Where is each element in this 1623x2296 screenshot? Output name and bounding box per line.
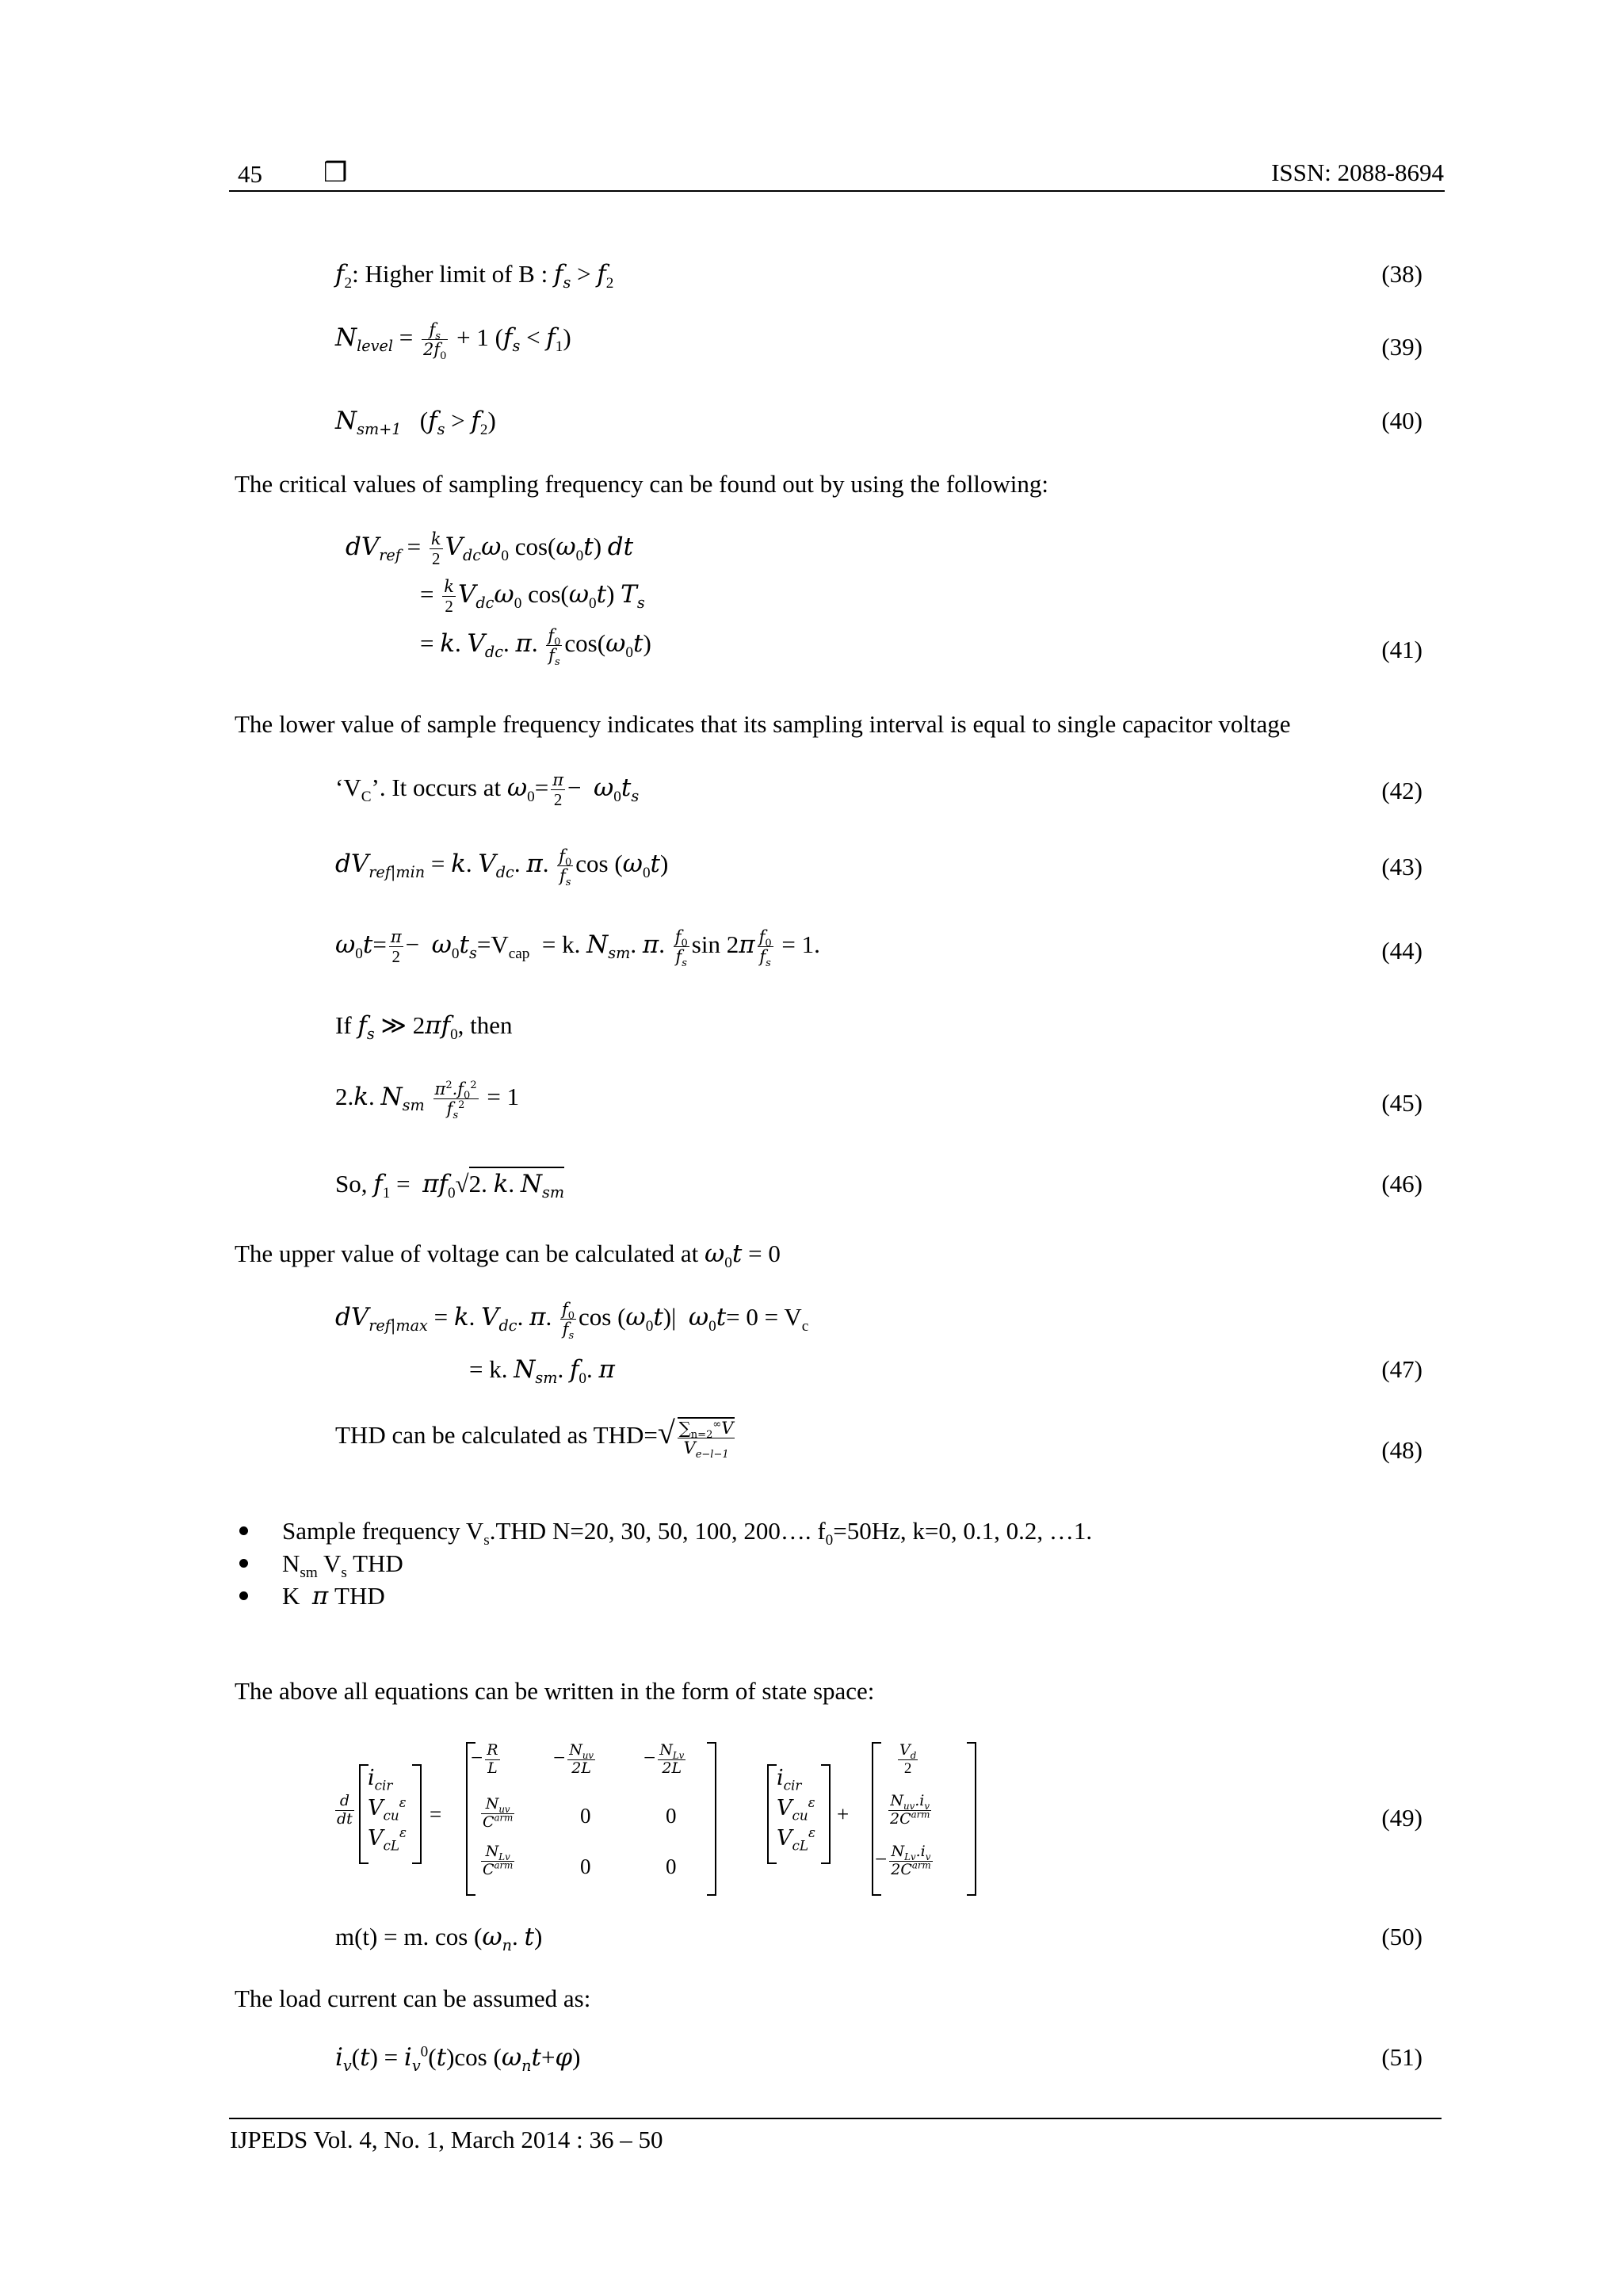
equation-number: (43) bbox=[1381, 853, 1423, 881]
paragraph: The critical values of sampling frequency can be found out by using the following: bbox=[235, 470, 1049, 498]
footer-rule bbox=[229, 2118, 1442, 2119]
equation-48: THD can be calculated as THD=√ $\frac{\sum_{n=2}^\infty V}{V_{e-l-1}}$ (48) bbox=[335, 1415, 1423, 1464]
equation-number: (50) bbox=[1381, 1923, 1423, 1950]
equation-41-line-3: = k. $V_{dc}$. π. $\frac{f_0}{f_s}$ $\cos(\omega_0t)$ (41) bbox=[420, 626, 1423, 669]
equation-number: (40) bbox=[1381, 407, 1423, 434]
equation-number: (45) bbox=[1381, 1089, 1423, 1117]
equation-number: (41) bbox=[1381, 636, 1423, 663]
equation-number: (44) bbox=[1381, 937, 1423, 965]
footer-journal: IJPEDS Vol. 4, No. 1, March 2014 : 36 – 50 bbox=[230, 2126, 663, 2153]
paragraph: The load current can be assumed as: bbox=[235, 1985, 591, 2012]
equation-46: So, $f_1 = \pi f_0√2$. k. $N_{sm}$ (46) bbox=[335, 1171, 1423, 1203]
equation-number: (49) bbox=[1381, 1804, 1423, 1832]
bullet-icon bbox=[239, 1591, 248, 1600]
equation-42: ‘$V_C$’. It occurs at $\omega_0=$ $\frac{\pi}{2}$ − $\omega_0t_s$ (42) bbox=[335, 770, 1423, 810]
equation-number: (42) bbox=[1381, 777, 1423, 804]
equation-41-line-1: $dV_{ref}$ = $\frac{k}{2}$ $V_{dc}\omega_0$ $\cos(\omega_0t)$ dt bbox=[346, 529, 634, 569]
condition-line: If $f_s$ ≫ $2\pi f_0$, then bbox=[335, 1011, 513, 1044]
list-item: Sample frequency $V_s.THD$ N=20, 30, 50, 100, 200…. $f_0=50Hz$, k=0, 0.1, 0.2, …1. bbox=[282, 1517, 1093, 1549]
list-item: K π THD bbox=[282, 1582, 385, 1610]
equation-50: m(t) = m. $\cos (\omega_n$. t) (50) bbox=[335, 1923, 1423, 1955]
equation-number: (38) bbox=[1381, 260, 1423, 288]
paragraph: The upper value of voltage can be calculated at $\omega_0t = 0$ bbox=[235, 1240, 781, 1272]
equation-47-line-2: = k. $N_{sm}$. $f_0$. π (47) bbox=[469, 1355, 1423, 1388]
equation-number: (46) bbox=[1381, 1170, 1423, 1198]
equation-45: 2.k. $N_{sm}$ $\frac{\pi^2.f_0^2}{f_s^2}$ = 1 (45) bbox=[335, 1079, 1423, 1122]
bullet-icon bbox=[239, 1526, 248, 1535]
equation-number: (47) bbox=[1381, 1355, 1423, 1383]
issn: ISSN: 2088-8694 bbox=[1271, 159, 1444, 186]
bullet-icon bbox=[239, 1559, 248, 1568]
paragraph: The lower value of sample frequency indicates that its sampling interval is equal to single capacitor voltage bbox=[235, 710, 1291, 738]
equation-41-line-2: = $\frac{k}{2}$ $V_{dc}\omega_0$ $\cos(\omega_0t)$ $T_s$ bbox=[420, 577, 645, 617]
page-number: 45 bbox=[238, 160, 262, 188]
equation-38: $f_2$: Higher limit of B : $f_s > f_2$ (38) bbox=[335, 260, 1423, 292]
equation-number: (39) bbox=[1381, 333, 1423, 361]
equation-number: (51) bbox=[1381, 2043, 1423, 2071]
equation-47-line-1: $dV_{ref|max} = k$. $V_{dc}$. π. $\frac{f_0}{f_s}$ $\cos (\omega_0t)|$ $\omega_0t= 0 = V_c$ bbox=[335, 1300, 809, 1343]
equation-39: $N_{level}$ = $\frac{f_s}{2f_0}$ + 1 $(f_s < f_1)$ (39) bbox=[335, 320, 1423, 363]
equation-43: $dV_{ref|min} = k$. $V_{dc}$. π. $\frac{f_0}{f_s}$ $\cos (\omega_0t)$ (43) bbox=[335, 846, 1423, 889]
equation-44: $\omega_0t=$ $\frac{\pi}{2}$ − $\omega_0t_s=V_{cap} = k$. $N_{sm}$. π. $\frac{f_0}{f_s}$ sin 2π $\frac{f_0}{f_s}$ = 1. (44) bbox=[335, 927, 1423, 970]
equation-40: $N_{sm+1}$ $(f_s > f_2)$ (40) bbox=[335, 407, 1423, 439]
equation-number: (48) bbox=[1381, 1436, 1423, 1464]
list-item: $N_{sm}$ $V_s$ THD bbox=[282, 1549, 403, 1582]
box-icon: ❒ bbox=[323, 159, 348, 188]
equation-51: $i_v(t) = i_v^0(t)\cos$ $(\omega_nt+\varphi)$ (51) bbox=[335, 2043, 1423, 2076]
header-rule bbox=[229, 190, 1445, 192]
paragraph: The above all equations can be written in the form of state space: bbox=[235, 1677, 875, 1705]
equation-49: $\frac{d}{dt}$ $i_{cir}$ $V_{cu}^\varepsilon$ $V_{cL}^\varepsilon$ = − $\frac{R}{L}$ − $\frac{N_{uv}}{2L}$ − $\frac{N_{Lv}}{2L}$ $\frac{N_{uv}}{C^{arm}}$ 0 0 $\frac{N_{Lv}}{C^{arm}}$ 0 0 $i_{cir}$ $V_{cu}^\varepsilon$ $V_{cL}^\varepsilon$ + $\frac{V_d}{2}$ $\frac{N_{uv}.i_v}{2C^{arm}}$ − $\frac{N_{Lv}.i_v}{2C^{arm}}$ (49) bbox=[333, 1736, 1423, 1906]
